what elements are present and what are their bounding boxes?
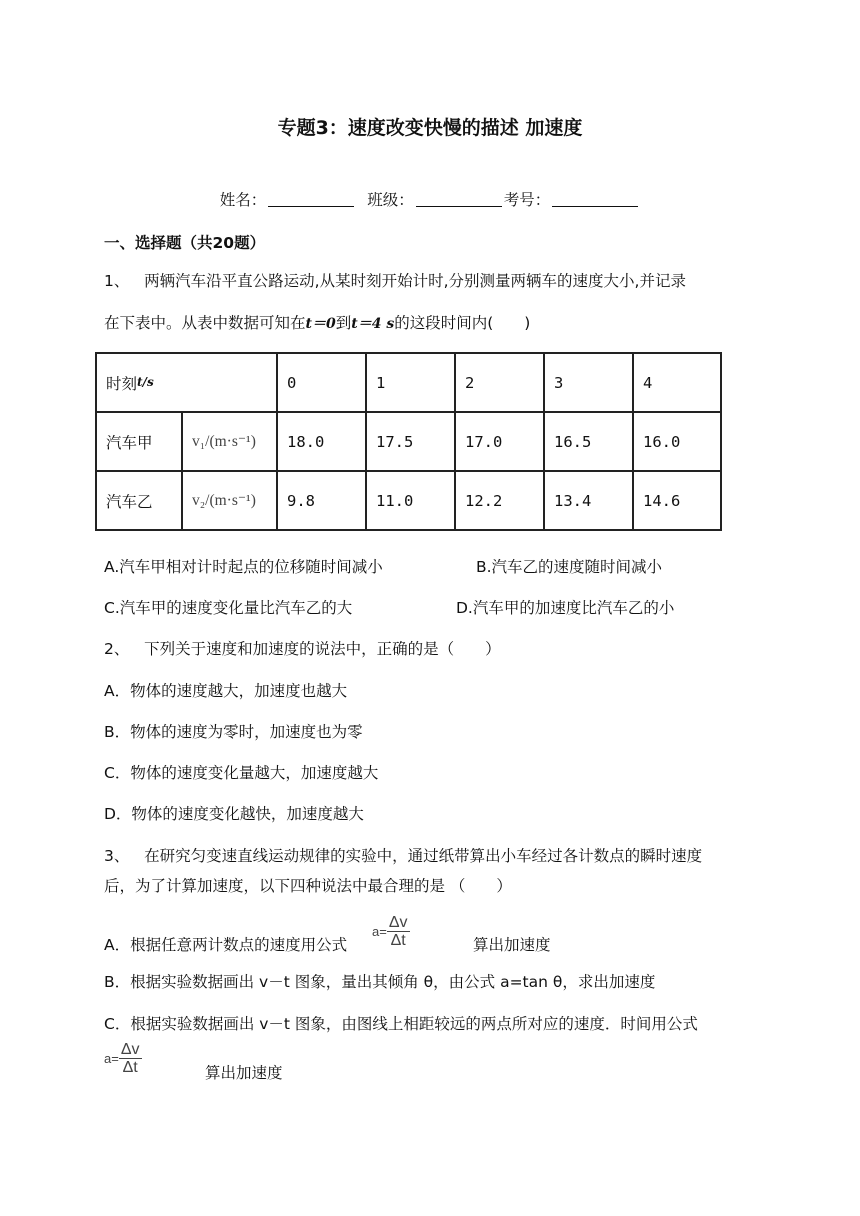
time-cell: 3 bbox=[544, 353, 633, 412]
time-cell: 0 bbox=[277, 353, 366, 412]
formula-numerator: Δv bbox=[388, 914, 408, 931]
section-heading: 一、选择题（共20题） bbox=[104, 234, 266, 252]
q2-stem bbox=[104, 634, 501, 664]
q2-number: 2、 bbox=[104, 640, 130, 658]
formula-a-over-t bbox=[372, 914, 410, 949]
formula-lhs: a= bbox=[104, 1051, 119, 1066]
car-name-cell: 汽车乙 bbox=[96, 471, 182, 530]
q2-stem-text: 下列关于速度和加速度的说法中，正确的是（ ） bbox=[144, 640, 501, 658]
value-cell: 17.5 bbox=[366, 412, 455, 471]
q3-option-a-text[interactable]: A．根据任意两计数点的速度用公式 bbox=[104, 936, 348, 954]
id-blank[interactable] bbox=[552, 192, 638, 207]
value-cell: 16.5 bbox=[544, 412, 633, 471]
formula-denominator: Δt bbox=[390, 932, 406, 949]
car-name-cell: 汽车甲 bbox=[96, 412, 182, 471]
q2-option-c[interactable]: C．物体的速度变化量越大，加速度越大 bbox=[104, 764, 379, 782]
id-label: 考号： bbox=[503, 191, 551, 209]
class-label: 班级： bbox=[367, 191, 414, 209]
table-row bbox=[96, 412, 721, 471]
value-cell: 18.0 bbox=[277, 412, 366, 471]
q3-line1 bbox=[104, 841, 702, 871]
formula-denominator: Δt bbox=[122, 1059, 138, 1076]
q2-option-d[interactable]: D．物体的速度变化越快，加速度越大 bbox=[104, 805, 364, 823]
formula-numerator: Δv bbox=[120, 1041, 140, 1058]
formula-fraction bbox=[387, 914, 410, 949]
name-label: 姓名： bbox=[219, 191, 267, 209]
time-cell: 2 bbox=[455, 353, 544, 412]
q2-option-a[interactable]: A．物体的速度越大，加速度也越大 bbox=[104, 682, 348, 700]
q3-option-b[interactable]: B．根据实验数据画出 v－t 图象，量出其倾角 θ，由公式 a=tan θ，求出加速度 bbox=[104, 973, 656, 991]
q1-option-d[interactable]: D.汽车甲的加速度比汽车乙的小 bbox=[456, 599, 675, 617]
q1-t0: t＝0 bbox=[305, 316, 336, 332]
q1-number: 1、 bbox=[104, 272, 130, 290]
q1-stem-text: 两辆汽车沿平直公路运动,从某时刻开始计时,分别测量两辆车的速度大小,并记录 bbox=[144, 272, 686, 290]
q3-option-c-text[interactable]: C．根据实验数据画出 v－t 图象，由图线上相距较远的两点所对应的速度．时间用公式 bbox=[104, 1015, 698, 1033]
value-cell: 9.8 bbox=[277, 471, 366, 530]
q1-stem-text2: 在下表中。从表中数据可知在 bbox=[104, 314, 306, 332]
value-cell: 12.2 bbox=[455, 471, 544, 530]
header-time-unit: t/s bbox=[137, 374, 154, 389]
q3-line2: 后，为了计算加速度，以下四种说法中最合理的是 （ ） bbox=[104, 877, 512, 895]
header-cell-time bbox=[96, 353, 277, 412]
value-cell: 16.0 bbox=[633, 412, 721, 471]
formula-a-over-t bbox=[104, 1041, 142, 1076]
q3-option-a-end: 算出加速度 bbox=[473, 936, 551, 954]
q1-option-c[interactable]: C.汽车甲的速度变化量比汽车乙的大 bbox=[104, 599, 353, 617]
value-cell: 17.0 bbox=[455, 412, 544, 471]
value-cell: 14.6 bbox=[633, 471, 721, 530]
class-blank[interactable] bbox=[416, 192, 502, 207]
q3-number: 3、 bbox=[104, 847, 130, 865]
table-row bbox=[96, 471, 721, 530]
q3-option-c-end: 算出加速度 bbox=[205, 1064, 283, 1082]
unit-cell: v₂/(m·s⁻¹) bbox=[182, 471, 277, 530]
q1-option-b[interactable]: B.汽车乙的速度随时间减小 bbox=[476, 558, 663, 576]
header-time-label: 时刻 bbox=[106, 374, 138, 393]
q2-option-b[interactable]: B．物体的速度为零时，加速度也为零 bbox=[104, 723, 363, 741]
student-info-line bbox=[0, 188, 860, 210]
q1-stem-end: 的这段时间内( ) bbox=[394, 314, 531, 332]
formula-lhs: a= bbox=[372, 924, 387, 939]
page-title: 专题3：速度改变快慢的描述 加速度 bbox=[277, 117, 583, 139]
formula-fraction bbox=[119, 1041, 142, 1076]
value-cell: 13.4 bbox=[544, 471, 633, 530]
table-header-row bbox=[96, 353, 721, 412]
value-cell: 11.0 bbox=[366, 471, 455, 530]
q3-stem-text: 在研究匀变速直线运动规律的实验中，通过纸带算出小车经过各计数点的瞬时速度 bbox=[144, 847, 703, 865]
time-cell: 1 bbox=[366, 353, 455, 412]
speed-table bbox=[95, 352, 722, 531]
q1-line1 bbox=[104, 266, 686, 296]
time-cell: 4 bbox=[633, 353, 721, 412]
unit-cell: v₁/(m·s⁻¹) bbox=[182, 412, 277, 471]
name-blank[interactable] bbox=[268, 192, 354, 207]
q1-to: 到 bbox=[335, 314, 352, 332]
q1-option-a[interactable]: A.汽车甲相对计时起点的位移随时间减小 bbox=[104, 558, 383, 576]
q1-t4: t＝4 s bbox=[351, 316, 395, 332]
q1-line2 bbox=[104, 308, 530, 339]
